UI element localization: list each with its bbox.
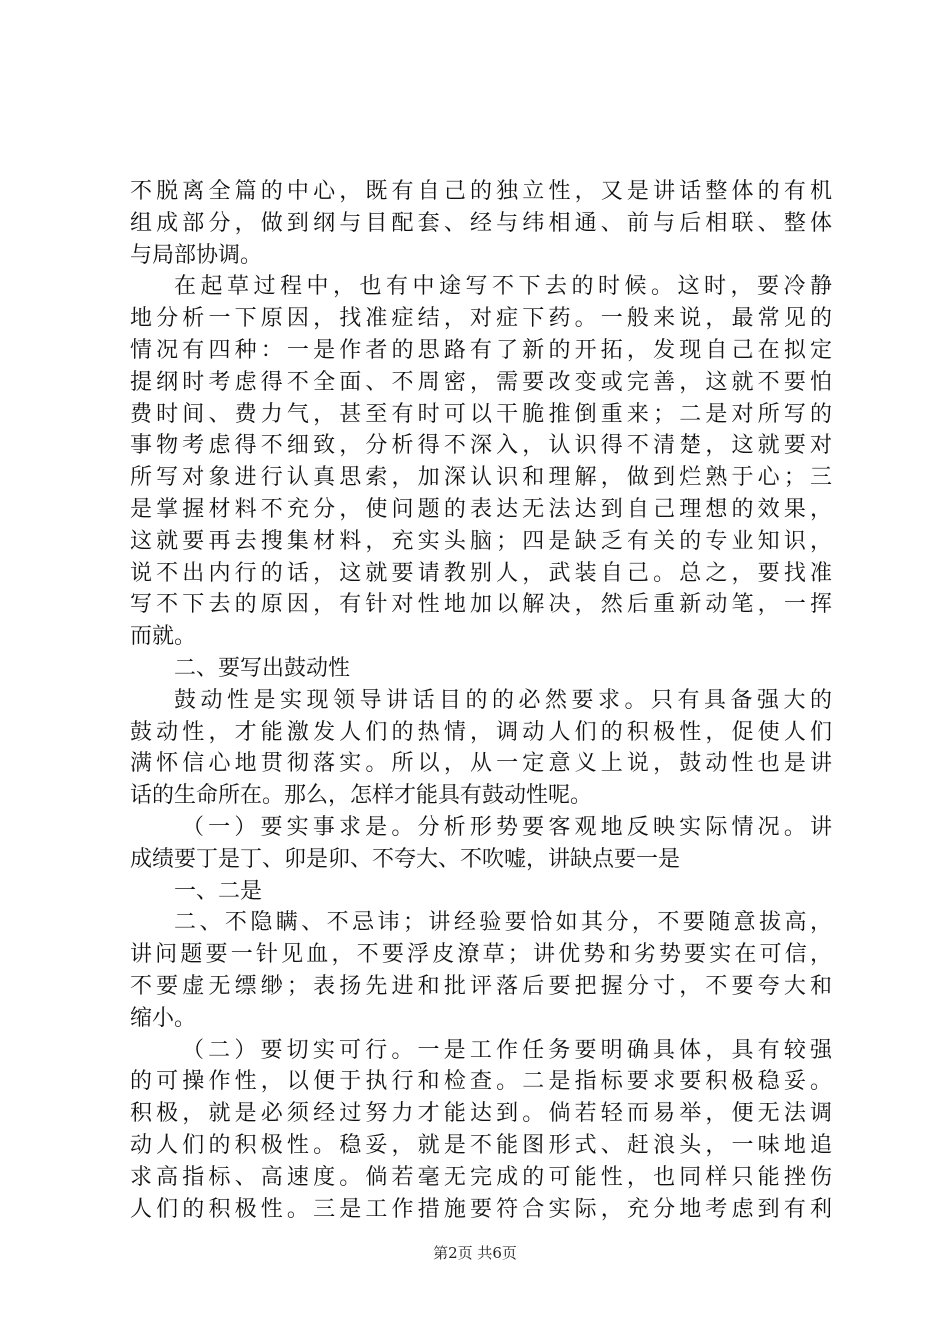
text-line: 写不下去的原因，有针对性地加以解决，然后重新动笔，一挥	[130, 592, 832, 618]
text-line: 提纲时考虑得不全面、不周密，需要改变或完善，这就不要怕	[130, 369, 832, 395]
paragraph-start-line: 在起草过程中，也有中途写不下去的时候。这时，要冷静	[174, 274, 832, 300]
text-line: 话的生命所在。那么，怎样才能具有鼓动性呢。	[130, 783, 593, 809]
document-body	[130, 176, 832, 1225]
text-line: 地分析一下原因，找准症结，对症下药。一般来说，最常见的	[130, 306, 832, 332]
text-line: 所写对象进行认真思索，加深认识和理解，做到烂熟于心；三	[130, 465, 832, 491]
text-line: 组成部分，做到纲与目配套、经与纬相通、前与后相联、整体	[130, 210, 832, 236]
text-line: 人们的积极性。三是工作措施要符合实际，充分地考虑到有利	[130, 1196, 832, 1222]
paragraph-start-line: （一）要实事求是。分析形势要客观地反映实际情况。讲	[182, 814, 832, 840]
text-line: 讲问题要一针见血，不要浮皮潦草；讲优势和劣势要实在可信，	[130, 942, 832, 968]
text-line: 情况有四种：一是作者的思路有了新的开拓，发现自己在拟定	[130, 337, 832, 363]
text-line: 鼓动性，才能激发人们的热情，调动人们的积极性，促使人们	[130, 719, 832, 745]
text-line: 事物考虑得不细致，分析得不深入，认识得不清楚，这就要对	[130, 433, 832, 459]
paragraph-start-line: （二）要切实可行。一是工作任务要明确具体，具有较强	[182, 1037, 832, 1063]
text-line: 而就。	[130, 624, 197, 650]
text-line: 与局部协调。	[130, 242, 263, 268]
text-line: 费时间、费力气，甚至有时可以干脆推倒重来；二是对所写的	[130, 401, 832, 427]
text-line: 满怀信心地贯彻落实。所以，从一定意义上说，鼓动性也是讲	[130, 751, 832, 777]
text-line: 积极，就是必须经过努力才能达到。倘若轻而易举，便无法调	[130, 1101, 832, 1127]
text-line: 说不出内行的话，这就要请教别人，武装自己。总之，要找准	[130, 560, 832, 586]
text-line: 是掌握材料不充分，使问题的表达无法达到自己理想的效果，	[130, 496, 832, 522]
text-line: 成绩要丁是丁、卯是卯、不夸大、不吹嘘，讲缺点要一是	[130, 846, 681, 872]
page-footer: 第2页 共6页	[433, 1244, 517, 1262]
text-line: 一、二是	[174, 878, 263, 904]
text-line: 不要虚无缥缈；表扬先进和批评落后要把握分寸，不要夸大和	[130, 973, 832, 999]
text-line: 的可操作性，以便于执行和检查。二是指标要求要积极稳妥。	[130, 1069, 832, 1095]
text-line: 这就要再去搜集材料，充实头脑；四是缺乏有关的专业知识，	[130, 528, 832, 554]
text-line: 缩小。	[130, 1005, 197, 1031]
paragraph-start-line: 二、不隐瞒、不忌讳；讲经验要恰如其分，不要随意拔高，	[174, 910, 832, 936]
section-heading: 二、要写出鼓动性	[174, 655, 351, 681]
text-line: 动人们的积极性。稳妥，就是不能图形式、赶浪头，一味地追	[130, 1132, 832, 1158]
text-line: 不脱离全篇的中心，既有自己的独立性，又是讲话整体的有机	[130, 179, 832, 204]
paragraph-start-line: 鼓动性是实现领导讲话目的的必然要求。只有具备强大的	[174, 687, 832, 713]
text-line: 求高指标、高速度。倘若毫无完成的可能性，也同样只能挫伤	[130, 1164, 832, 1190]
